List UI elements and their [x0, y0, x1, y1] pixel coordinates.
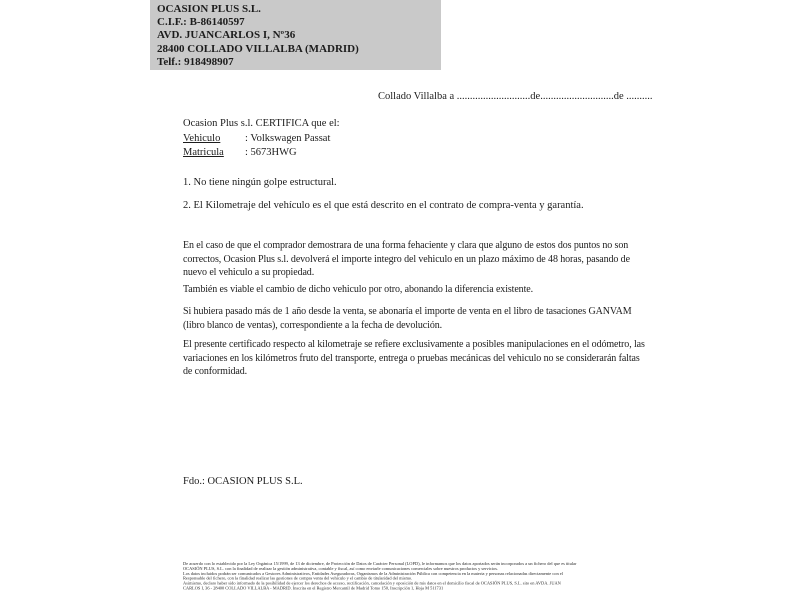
company-name: OCASION PLUS S.L.	[157, 3, 261, 15]
plate-row	[183, 146, 340, 161]
company-address: AVD. JUANCARLOS I, Nº36	[157, 29, 296, 42]
numbered-item-2: 2. El Kilometraje del vehículo es el que está descrito en el contrato de compra-venta y garantía.	[183, 200, 584, 211]
legal-line: Los datos incluidos podrán ser comunicados a Gestores Administrativos, Entidades Aseguradoras, Organismos de la Administración Pública con competencia en la materia y personas relacionadas directamente con el	[183, 570, 563, 576]
company-city: 28400 COLLADO VILLALBA (MADRID)	[157, 42, 359, 55]
numbered-item-1: 1. No tiene ningún golpe estructural.	[183, 177, 337, 188]
plate-label: Matricula	[183, 147, 224, 158]
vehicle-value: : Volkswagen Passat	[245, 132, 331, 144]
legal-line: Asimismo, declaro haber sido informado de la posibilidad de ejercer los derechos de acceso, rectificación, cancelación y oposición de mis datos en el domicilio fiscal de OCASIÓN PLUS, S.L. sito en AVDA. JUAN	[183, 580, 561, 586]
vehicle-label: Vehiculo	[183, 132, 221, 144]
company-letterhead	[150, 0, 441, 70]
date-line: Collado Villalba a ............................de............................de ..........	[378, 91, 653, 102]
legal-line: Responsable del fichero, con la finalidad realizar las gestiones de compra venta del vehículo y el cambio de titularidad del mismo.	[183, 575, 413, 581]
paragraph-exchange-option: También es viable el cambio de dicho vehiculo por otro, abonando la diferencia existente.	[183, 284, 533, 295]
company-cif: C.I.F.: B-86140597	[157, 16, 245, 29]
certification-intro: Ocasion Plus s.l. CERTIFICA que el:	[183, 118, 340, 129]
paragraph-odometer-scope: El presente certificado respecto al kilometraje se refiere exclusivamente a posibles manipulaciones en el odómetro, las variaciones en los kilómetros fruto del transporte, entrega o pruebas mecánicas del vehiculo no se considerarán faltas de conformidad.	[183, 339, 645, 378]
legal-line: De acuerdo con lo establecido por la Ley Orgánica 15/1999, de 13 de diciembre, de Protección de Datos de Carácter Personal (LOPD), le informamos que los datos aportados serán incorporados a un fichero del que es titular	[183, 561, 577, 566]
vehicle-row	[183, 132, 340, 147]
company-phone: Telf.: 918498907	[157, 55, 234, 68]
paragraph-ganvam-valuation: Si hubiera pasado más de 1 año desde la venta, se abonaría el importe de venta en el libro de tasaciones GANVAM (libro blanco de ventas), correspondiente a la fecha de devolución.	[183, 306, 632, 331]
legal-line: CARLOS I, 36 - 28400 COLLADO VILLALBA - MADRID. Inscrita en el Registro Mercantil de Madrid Tomo 150, Inscripción 1, Hoja M 511731	[183, 585, 444, 591]
certification-block	[183, 117, 340, 161]
legal-line: OCASIÓN PLUS, S.L. con la finalidad de realizar la gestión administrativa, contable y fiscal, así como enviarle comunicaciones comerciales sobre nuestros productos y servicios.	[183, 565, 499, 571]
legal-notice	[183, 561, 656, 591]
signature-line: Fdo.: OCASION PLUS S.L.	[183, 476, 303, 487]
paragraph-refund-terms: En el caso de que el comprador demostrara de una forma fehaciente y clara que alguno de estos dos puntos no son correctos, Ocasion Plus s.l. devolverá el importe integro del vehiculo en un plazo máximo de 48 horas, pasando de nuevo el vehiculo a su propiedad.	[183, 240, 630, 279]
plate-value: : 5673HWG	[245, 147, 297, 158]
